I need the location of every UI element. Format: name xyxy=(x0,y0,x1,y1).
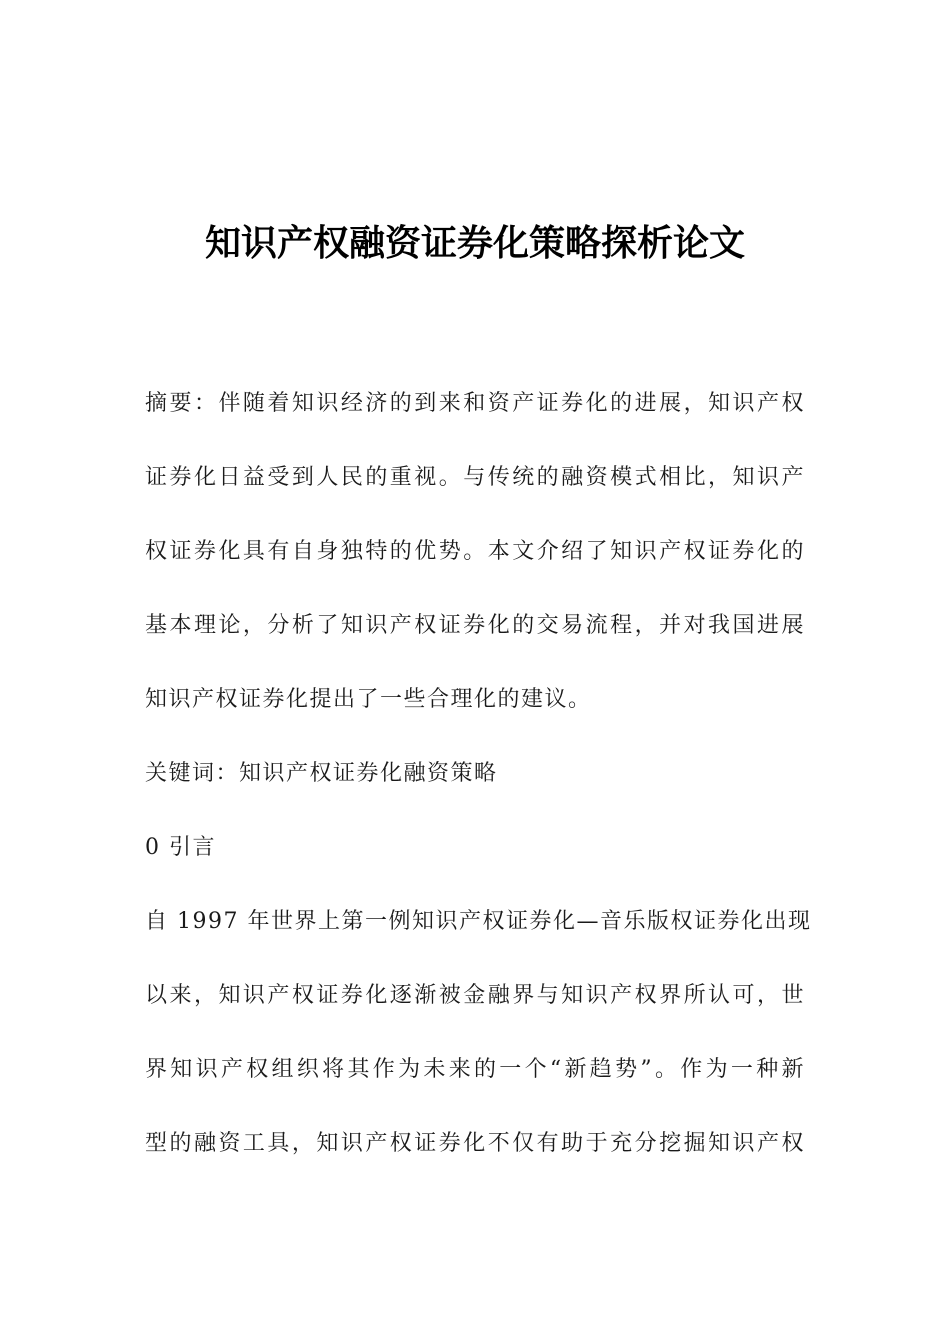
section-heading-text: 0 引言 xyxy=(145,835,216,860)
abstract-line: 权证券化具有自身独特的优势。本文介绍了知识产权证券化的 xyxy=(145,539,805,564)
introduction-line: 界知识产权组织将其作为未来的一个“新趋势”。作为一种新 xyxy=(145,1057,805,1082)
introduction-line: 自 1997 年世界上第一例知识产权证券化—音乐版权证券化出现 xyxy=(145,909,812,934)
abstract-line: 摘要：伴随着知识经济的到来和资产证券化的进展，知识产权 xyxy=(145,391,805,416)
keywords-line: 关键词：知识产权证券化融资策略 xyxy=(145,761,498,786)
abstract-line: 证券化日益受到人民的重视。与传统的融资模式相比，知识产 xyxy=(145,465,805,490)
abstract-line: 基本理论，分析了知识产权证券化的交易流程，并对我国进展 xyxy=(145,613,805,638)
abstract-line: 知识产权证券化提出了一些合理化的建议。 xyxy=(145,687,592,712)
abstract-paragraph xyxy=(145,367,805,737)
introduction-line: 型的融资工具，知识产权证券化不仅有助于充分挖掘知识产权 xyxy=(145,1131,805,1156)
document-title: 知识产权融资证券化策略探析论文 xyxy=(204,223,745,264)
keywords-paragraph xyxy=(145,737,805,811)
introduction-line: 以来，知识产权证券化逐渐被金融界与知识产权界所认可，世 xyxy=(145,983,805,1008)
introduction-paragraph xyxy=(145,885,812,1181)
section-heading-introduction xyxy=(145,811,805,885)
